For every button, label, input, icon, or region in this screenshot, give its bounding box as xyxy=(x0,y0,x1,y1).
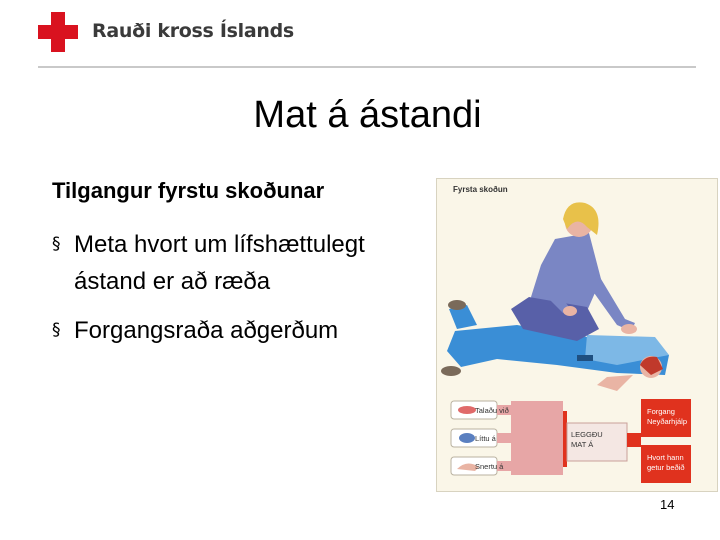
bullet-2-line-1: Forgangsraða aðgerðum xyxy=(74,317,339,344)
figure-caption: Fyrsta skoðun xyxy=(453,185,508,194)
flow-item-talk: Talaðu við xyxy=(475,406,509,415)
flow-center-line-1: LEGGÐU xyxy=(571,430,603,439)
first-aid-illustration xyxy=(436,178,718,492)
flow-wait-line-2: getur beðið xyxy=(647,463,685,472)
flow-wait-line-1: Hvort hann xyxy=(647,453,684,462)
bullet-marker-icon: § xyxy=(52,234,61,254)
rescuer-figure xyxy=(511,202,637,341)
brand-name: Rauði kross Íslands xyxy=(92,20,294,42)
slide-title: Mat á ástandi xyxy=(253,94,482,136)
bullet-1-line-2: ástand er að ræða xyxy=(74,268,271,295)
flow-center-line-2: MAT Á xyxy=(571,440,594,449)
flow-priority-line-2: Neyðarhjálp xyxy=(647,417,688,426)
slide-subtitle: Tilgangur fyrstu skoðunar xyxy=(52,178,325,203)
header-divider xyxy=(38,66,696,68)
bullet-marker-icon: § xyxy=(52,320,61,340)
cross-horizontal-bar xyxy=(38,25,78,39)
bullet-1-line-1: Meta hvort um lífshættulegt xyxy=(74,231,365,258)
bullet-item-2 xyxy=(52,312,432,349)
flow-item-touch: Snertu á xyxy=(475,462,504,471)
flow-item-look: Líttu á xyxy=(475,434,496,443)
bullet-item-1 xyxy=(52,226,432,300)
flow-priority-line-1: Forgang xyxy=(647,407,675,416)
page-number: 14 xyxy=(660,497,675,512)
red-cross-logo-icon xyxy=(38,12,78,52)
